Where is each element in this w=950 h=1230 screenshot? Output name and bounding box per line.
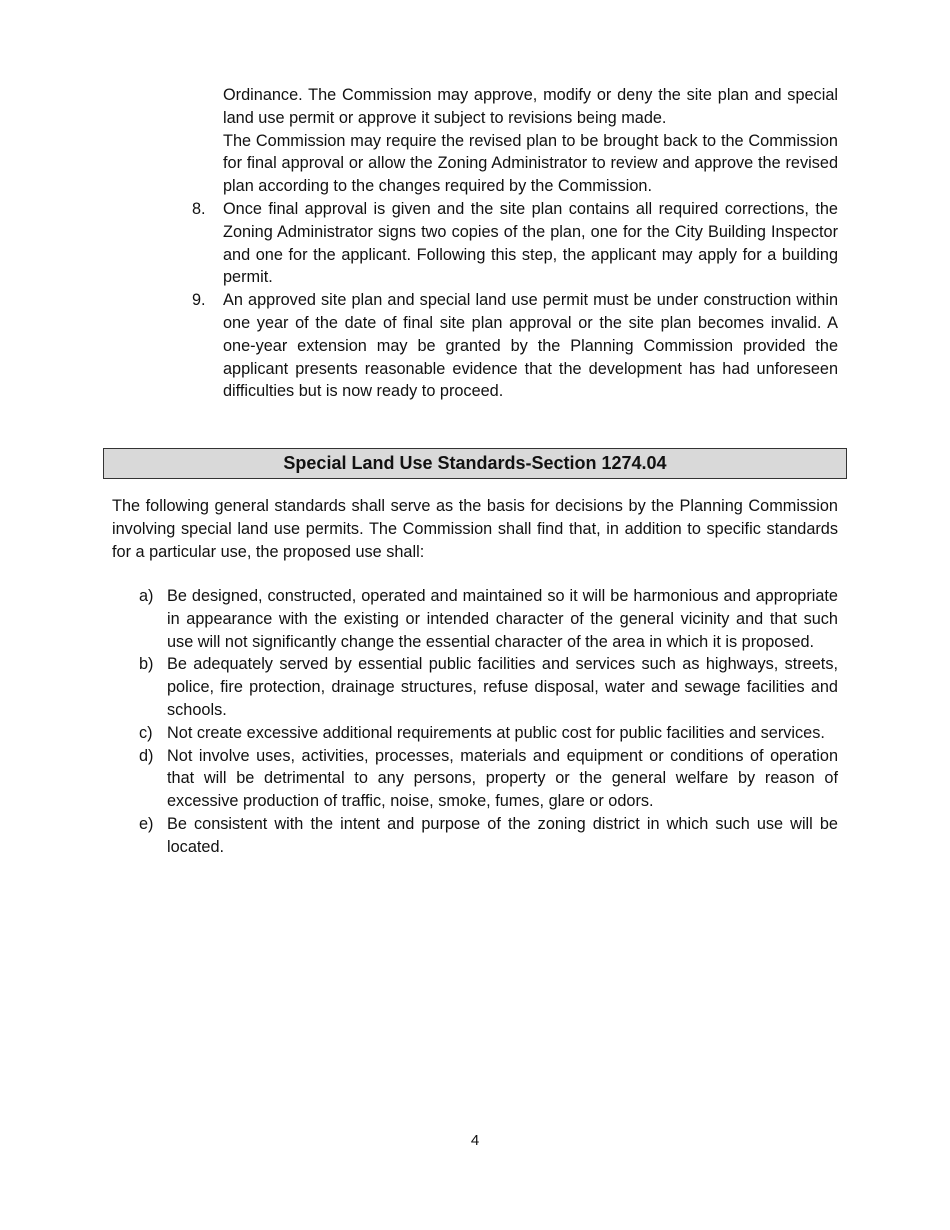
list-item-text: Not involve uses, activities, processes, materials and equipment or conditions of operation that will be detrimental to any persons, property or the general welfare by reason of excessive production of traffic, noise, smoke, fumes, glare or odors. — [167, 746, 838, 811]
list-item — [192, 289, 838, 403]
list-item-text: Not create excessive additional requirements at public cost for public facilities and services. — [167, 723, 825, 742]
list-item — [139, 585, 838, 653]
list-item-text: Be designed, constructed, operated and maintained so it will be harmonious and appropriate in appearance with the existing or intended character of the general vicinity and that such use will not significantly change the essential character of the area in which it is proposed. — [167, 587, 838, 651]
list-marker: c) — [139, 723, 153, 742]
continued-paragraphs — [223, 84, 838, 198]
list-marker: b) — [139, 655, 154, 674]
continued-paragraph-1: Ordinance. The Commission may approve, modify or deny the site plan and special land use permit or approve it subject to revisions being made. — [223, 86, 838, 127]
list-item — [139, 653, 838, 721]
list-item — [192, 198, 838, 289]
standards-list — [139, 585, 838, 859]
numbered-list — [192, 198, 838, 403]
list-marker: e) — [139, 814, 154, 833]
section-heading: Special Land Use Standards-Section 1274.04 — [103, 448, 847, 479]
list-item — [139, 813, 838, 859]
list-marker: 8. — [192, 200, 206, 218]
list-marker: a) — [139, 587, 154, 605]
list-item-text: An approved site plan and special land use permit must be under construction within one year of the date of final site plan approval or the site plan becomes invalid. A one-year extension may be granted by the Planning Commission provided the applicant presents reasonable evidence that the development has had unforeseen difficulties but is now ready to proceed. — [223, 291, 838, 401]
list-marker: d) — [139, 746, 154, 765]
list-item — [139, 722, 838, 745]
list-item-text: Be adequately served by essential public facilities and services such as highways, streets, police, fire protection, drainage structures, refuse disposal, water and sewage facilities and schools. — [167, 655, 838, 719]
section-intro: The following general standards shall serve as the basis for decisions by the Planning Commission involving special land use permits. The Commission shall find that, in addition to specific standards for a particular use, the proposed use shall: — [112, 497, 838, 561]
page-number: 4 — [470, 1132, 480, 1149]
continued-paragraph-2: The Commission may require the revised plan to be brought back to the Commission for final approval or allow the Zoning Administrator to review and approve the revised plan according to the changes required by the Commission. — [223, 131, 838, 196]
list-item-text: Once final approval is given and the site plan contains all required corrections, the Zoning Administrator signs two copies of the plan, one for the City Building Inspector and one for the applicant. Following this step, the applicant may apply for a building permit. — [223, 200, 838, 287]
list-item-text: Be consistent with the intent and purpose of the zoning district in which such use will be located. — [167, 814, 838, 856]
list-marker: 9. — [192, 291, 206, 310]
list-item — [139, 745, 838, 813]
